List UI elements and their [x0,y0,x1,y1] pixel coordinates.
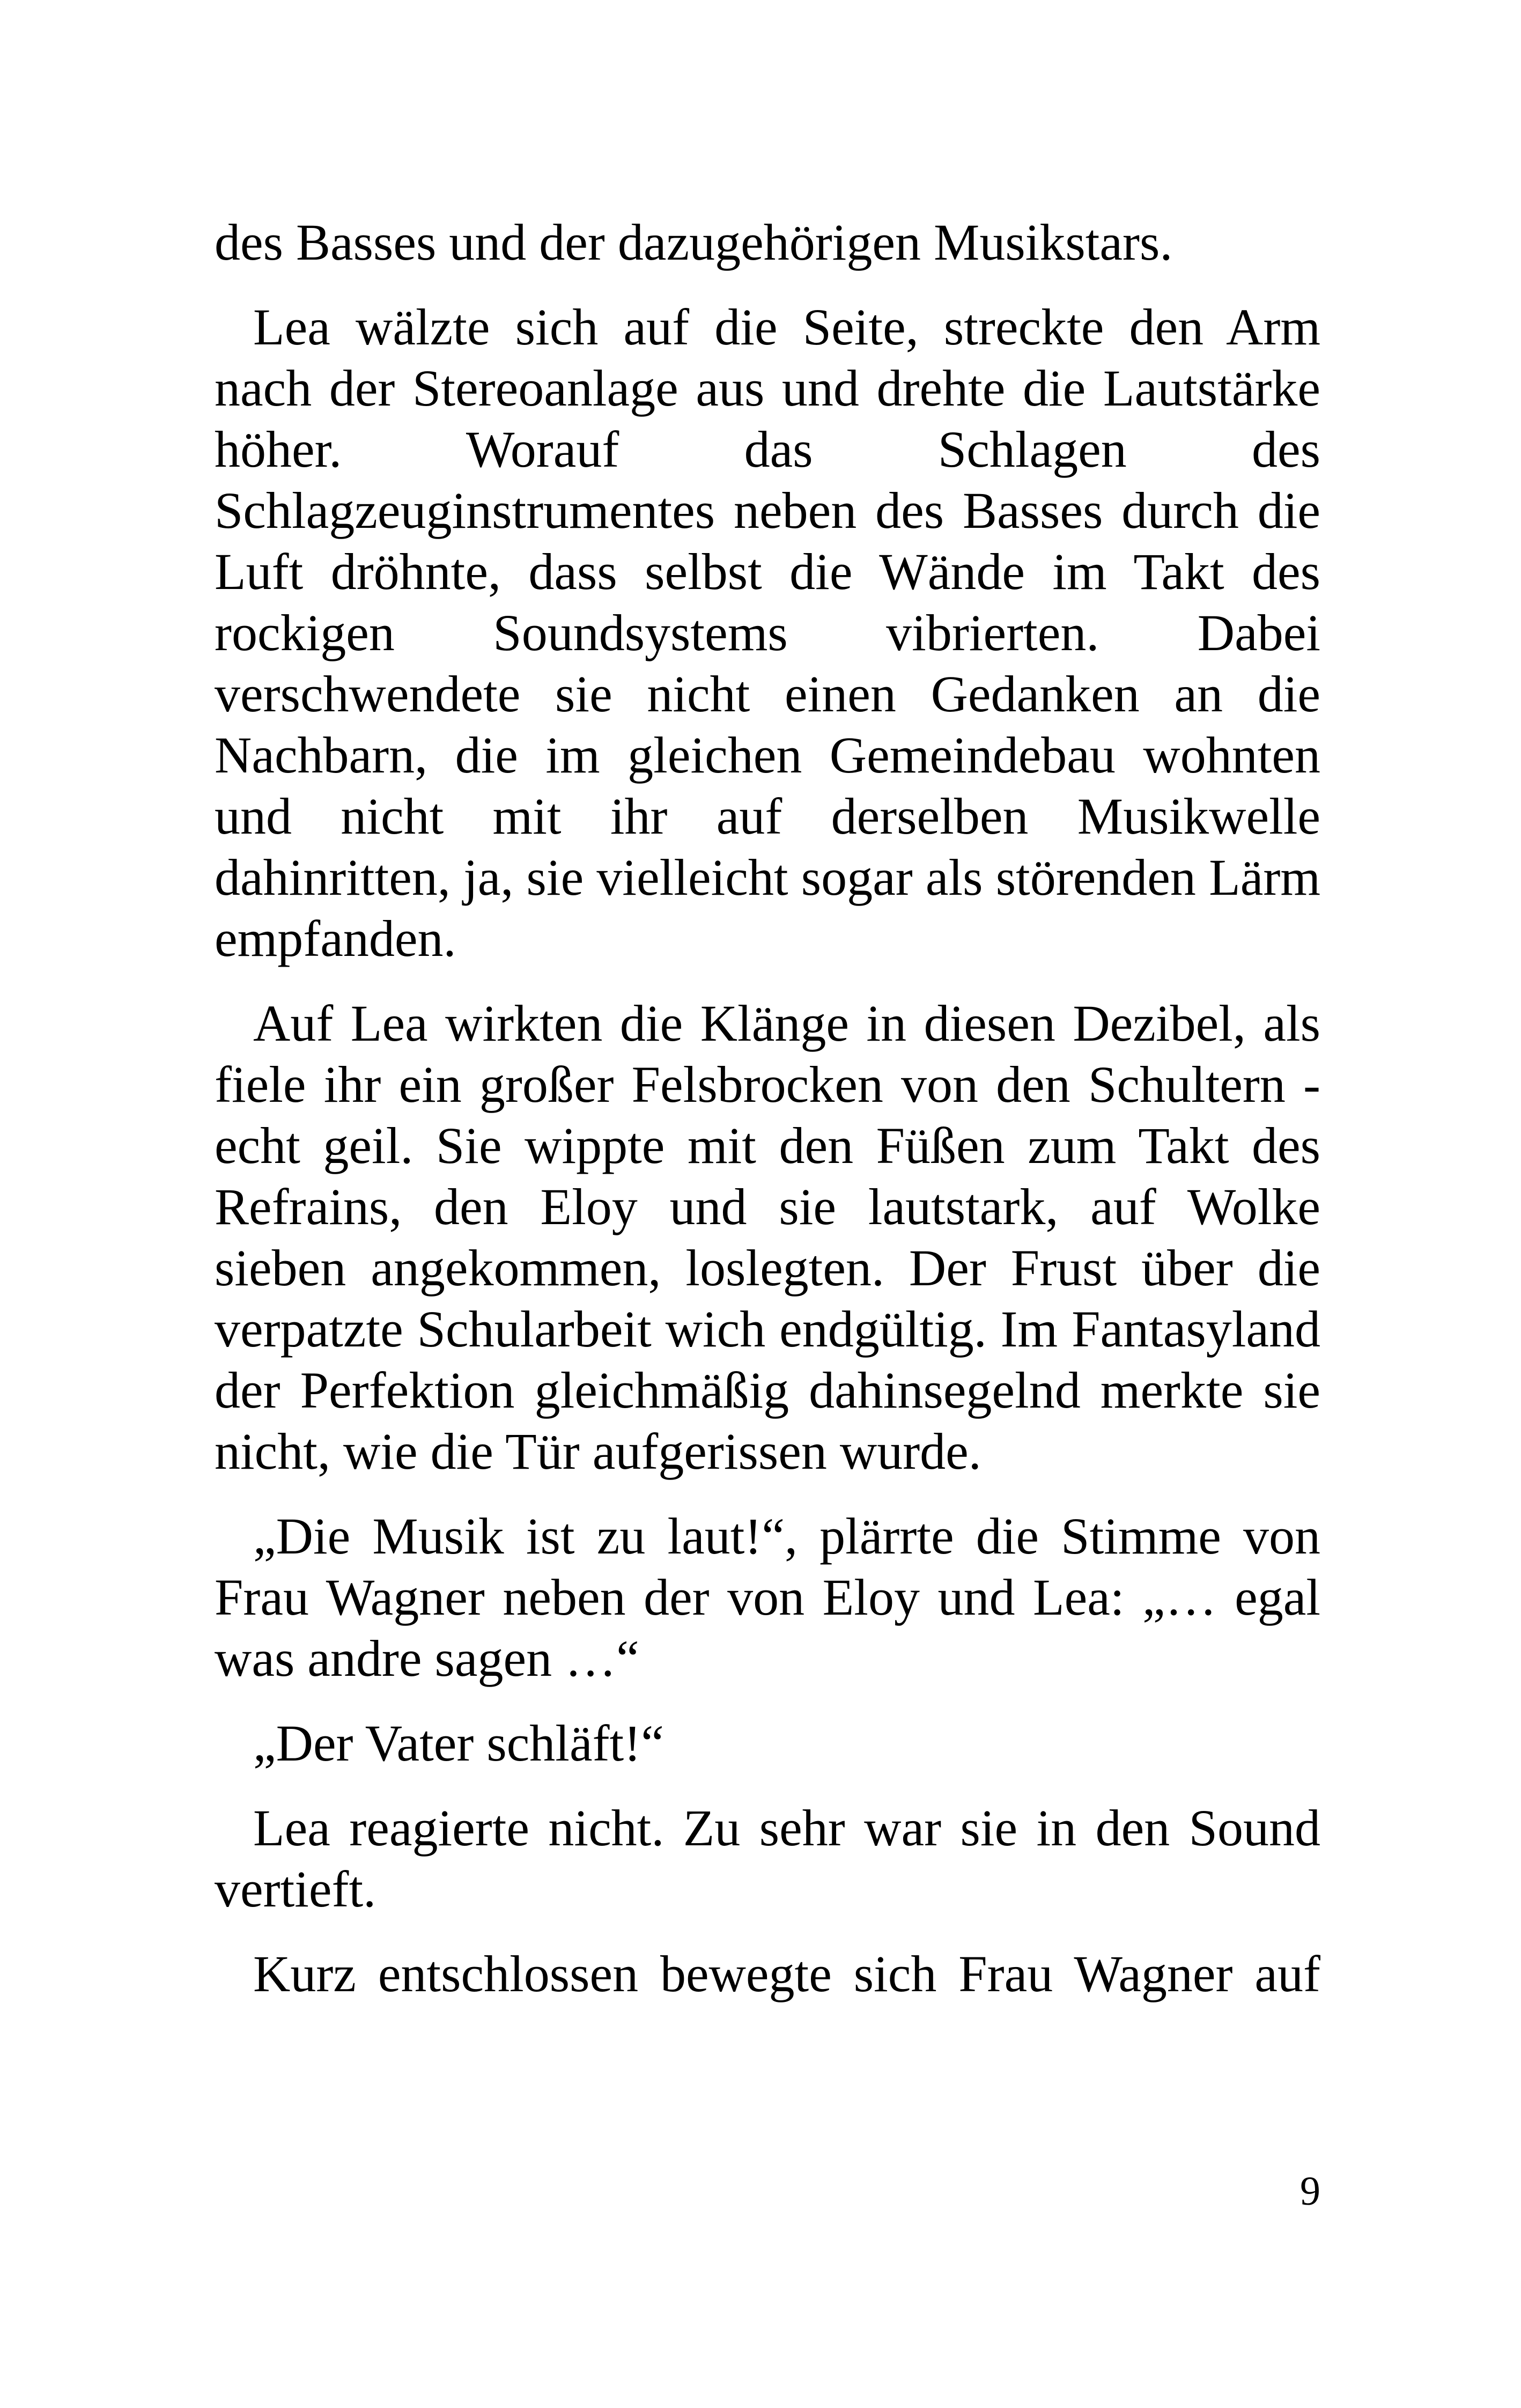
paragraph-continuation: des Basses und der dazugehörigen Musikstars. [215,213,1173,271]
paragraph: Auf Lea wirkten die Klänge in diesen Dezibel, als fiele ihr ein großer Felsbrocken von den Schultern - echt geil. Sie wippte mit den Füßen zum Takt des Refrains, den Eloy und sie lautstark, auf Wolke sieben angekommen, loslegten. Der Frust über die verpatzte Schularbeit wich endgültig. Im Fantasyland der Perfektion gleichmäßig dahinsegelnd merkte sie nicht, wie die Tür aufgerissen wurde. [215,995,1320,1480]
body-text [215,212,1320,2028]
paragraph-dialogue: „Die Musik ist zu laut!“, plärrte die Stimme von Frau Wagner neben der von Eloy und Lea: „… egal was andre sagen …“ [215,1507,1320,1687]
page-number: 9 [1300,2169,1320,2214]
paragraph: Lea wälzte sich auf die Seite, streckte den Arm nach der Stereoanlage aus und drehte die Lautstärke höher. Worauf das Schlagen des Schlagzeuginstrumentes neben des Basses durch die Luft dröhnte, dass selbst die Wände im Takt des rockigen Soundsystems vibrierten. Dabei verschwendete sie nicht einen Gedanken an die Nachbarn, die im gleichen Gemeindebau wohnten und nicht mit ihr auf derselben Musikwelle dahinritten, ja, sie vielleicht sogar als störenden Lärm empfanden. [215,298,1320,967]
paragraph-dialogue: „Der Vater schläft!“ [253,1714,664,1772]
paragraph: Lea reagierte nicht. Zu sehr war sie in den Sound vertieft. [215,1799,1320,1918]
paragraph: Kurz entschlossen bewegte sich Frau Wagner auf [253,1945,1320,2002]
